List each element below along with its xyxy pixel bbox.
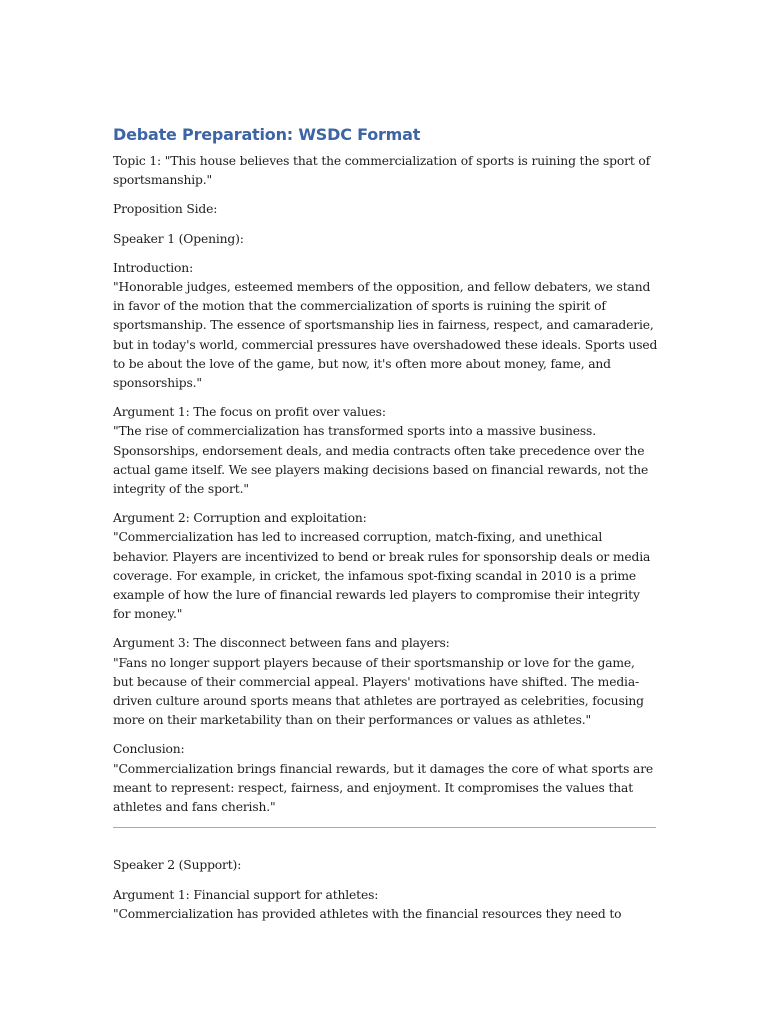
document-title: Debate Preparation: WSDC Format: [113, 125, 421, 144]
argument-2-text: "Commercialization has led to increased corruption, match-fixing, and unethical behavior. Players are incentivized to bend or break rules for sponsorship deals or media coverage. For example, in cricket, the infamous spot-fixing scandal in 2010 is a prime example of how the lure of financial rewards led players to compromise their integrity for money.": [113, 530, 651, 622]
speaker2-heading: Speaker 2 (Support):: [113, 858, 242, 873]
conclusion-label: Conclusion:: [113, 742, 185, 757]
argument-2-label: Argument 2: Corruption and exploitation:: [113, 511, 367, 526]
speaker2-argument-1-label: Argument 1: Financial support for athletes:: [113, 887, 379, 902]
speaker1-argument-3: [113, 634, 658, 730]
horizontal-divider: [113, 827, 656, 828]
speaker1-argument-2: [113, 509, 658, 624]
argument-1-label: Argument 1: The focus on profit over values:: [113, 405, 386, 420]
introduction-text: "Honorable judges, esteemed members of the opposition, and fellow debaters, we stand in favor of the motion that the commercialization of sports is ruining the spirit of sportsmanship. The essence of sportsmanship lies in fairness, respect, and camaraderie, but in today's world, commercial pressures have overshadowed these ideals. Sports used to be about the love of the game, but now, it's often more about money, fame, and sponsorships.": [113, 280, 658, 391]
argument-3-label: Argument 3: The disconnect between fans and players:: [113, 636, 450, 651]
conclusion-text: "Commercialization brings financial rewards, but it damages the core of what sports are meant to represent: respect, fairness, and enjoyment. It compromises the values that athletes and fans cherish.": [113, 761, 654, 815]
speaker1-heading: Speaker 1 (Opening):: [113, 231, 244, 246]
speaker2-argument-1-text: "Commercialization has provided athletes with the financial resources they need to: [113, 906, 622, 921]
introduction-label: Introduction:: [113, 260, 194, 275]
side-heading: Proposition Side:: [113, 202, 218, 217]
speaker1-introduction: [113, 259, 658, 393]
argument-3-text: "Fans no longer support players because of their sportsmanship or love for the game, but because of their commercial appeal. Players' motivations have shifted. The media-driven culture around sports means that athletes are portrayed as celebrities, focusing more on their marketability than on their performances or values as athletes.": [113, 655, 644, 728]
topic-paragraph: Topic 1: "This house believes that the commercialization of sports is ruining the sport of sportsmanship.": [113, 154, 651, 188]
speaker1-conclusion: [113, 740, 658, 817]
argument-1-text: "The rise of commercialization has transformed sports into a massive business. Sponsorships, endorsement deals, and media contracts often take precedence over the actual game itself. We see players making decisions based on financial rewards, not the integrity of the sport.": [113, 424, 649, 497]
speaker2-argument-1: [113, 886, 658, 924]
speaker1-argument-1: [113, 403, 658, 499]
document-page: [113, 124, 658, 934]
